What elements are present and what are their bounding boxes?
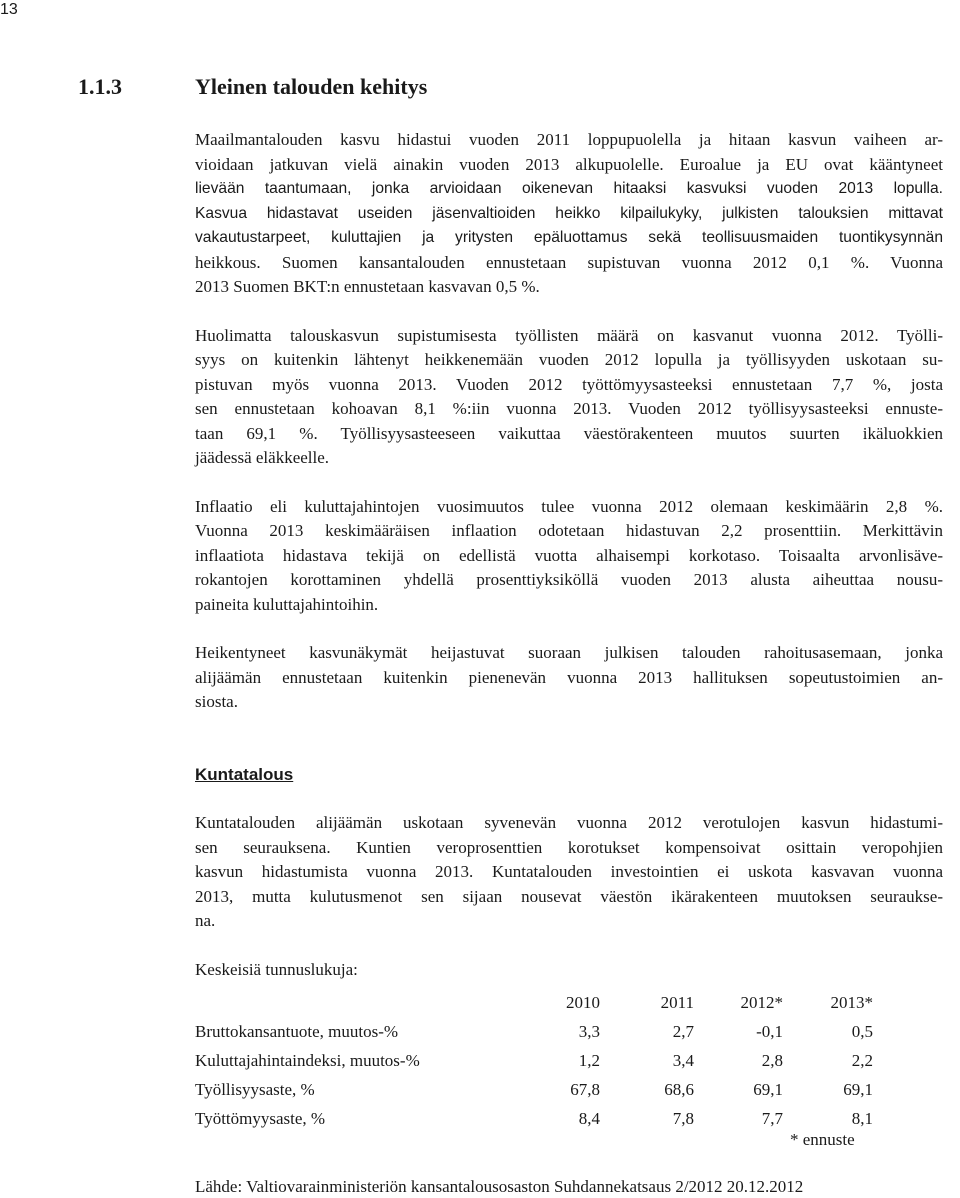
text-line: paineita kuluttajahintoihin. [195, 594, 379, 614]
text-line: vakautustarpeet, kuluttajien ja yritysten epäluottamus sekä teollisuusmaiden tuontikysynnän [195, 229, 943, 246]
table-cell: 3,4 [672, 1050, 694, 1070]
table-header-row [195, 988, 873, 1017]
text-line: rokantojen korottaminen yhdellä prosenttiyksiköllä vuoden 2013 alusta aiheuttaa nousu- [195, 570, 943, 589]
table-cell: 0,5 [851, 1021, 873, 1041]
table-cell: 2,7 [672, 1021, 694, 1041]
paragraph-employment [195, 324, 943, 471]
table-cell: 69,1 [753, 1079, 783, 1099]
paragraph-inflation [195, 495, 943, 618]
section-number: 1.1.3 [78, 74, 122, 99]
table-cell: 2,2 [851, 1050, 873, 1070]
text-line: Maailmantalouden kasvu hidastui vuoden 2011 loppupuolella ja hitaan kasvun vaiheen ar- [195, 130, 943, 149]
table-cell: Kuluttajahintaindeksi, muutos-% [195, 1050, 420, 1070]
table-cell: -0,1 [756, 1021, 783, 1041]
table-row [195, 1017, 873, 1046]
text-line: 2013, mutta kulutusmenot sen sijaan nousevat väestön ikärakenteen muutoksen seurauksе- [195, 886, 943, 906]
text-line: vioidaan jatkuvan vielä ainakin vuoden 2013 alkupuolelle. Euroalue ja EU ovat kääntyneet [195, 154, 943, 174]
paragraph-world-economy [195, 128, 943, 300]
text-line: taan 69,1 %. Työllisyysasteeseen vaikuttaa väestörakenteen muutos suurten ikäluokkien [195, 423, 943, 443]
table-footnote: * ennuste [790, 1130, 855, 1149]
table-header-cell: 2011 [660, 992, 694, 1012]
text-line: alijäämän ennustetaan kuitenkin pienenevän vuonna 2013 hallituksen sopeutustoimien an- [195, 667, 943, 687]
text-line: syys on kuitenkin lähtenyt heikkenemään vuoden 2012 lopulla ja työllisyyden uskotaan su- [195, 350, 943, 369]
table-cell: 69,1 [843, 1079, 873, 1099]
table-cell: 1,2 [578, 1050, 600, 1070]
text-line: pistuvan myös vuonna 2013. Vuoden 2012 työttömyysasteeksi ennustetaan 7,7 %, josta [195, 374, 943, 394]
key-figures-table [195, 988, 873, 1133]
text-line: Kuntatalouden alijäämän uskotaan syvenevän vuonna 2012 verotulojen kasvun hidastumi- [195, 813, 943, 832]
table-cell: 7,7 [761, 1108, 783, 1128]
main-content [195, 128, 943, 982]
table-row [195, 1046, 873, 1075]
text-line: Kasvua hidastavat useiden jäsenvaltioiden heikko kilpailukyky, julkisten talouksien mittavat [195, 204, 943, 222]
text-line: Huolimatta talouskasvun supistumisesta työllisten määrä on kasvanut vuonna 2012. Työlli- [195, 325, 943, 345]
text-line: jäädessä eläkkeelle. [195, 448, 330, 467]
table-cell: Työttömyysaste, % [195, 1108, 326, 1128]
paragraph-public-finance [195, 641, 943, 715]
text-line: sen ennustetaan kohoavan 8,1 %:iin vuonna 2013. Vuoden 2012 työllisyysasteeksi ennuste- [195, 399, 943, 418]
paragraph-kuntatalous [195, 811, 943, 934]
section-title: Yleinen talouden kehitys [195, 74, 428, 99]
table-cell: 68,6 [664, 1079, 694, 1099]
table-header-cell: 2013* [830, 992, 873, 1012]
text-line: Heikentyneet kasvunäkymät heijastuvat suoraan julkisen talouden rahoitusasemaan, jonka [195, 643, 943, 662]
source-citation: Lähde: Valtiovarainministeriön kansantalousosaston Suhdannekatsaus 2/2012 20.12.2012 [195, 1177, 804, 1196]
table-cell: 67,8 [570, 1079, 600, 1099]
table-header-cell: 2010 [566, 992, 600, 1012]
text-line: 2013 Suomen BKT:n ennustetaan kasvavan 0,5 %. [195, 277, 540, 296]
subheading-kuntatalous: Kuntatalous [195, 764, 294, 784]
page-number: 13 [0, 1, 18, 18]
text-line: Vuonna 2013 keskimääräisen inflaation odotetaan hidastuvan 2,2 prosenttiin. Merkittävin [195, 521, 943, 540]
table-cell: 8,4 [578, 1108, 600, 1128]
text-line: Inflaatio eli kuluttajahintojen vuosimuutos tulee vuonna 2012 olemaan keskimäärin 2,8 %. [195, 496, 943, 516]
table-header-cell [195, 988, 540, 1017]
table-row [195, 1075, 873, 1104]
table-cell: 2,8 [761, 1050, 783, 1070]
section-heading [78, 74, 427, 100]
table-row [195, 1104, 873, 1133]
text-line: heikkous. Suomen kansantalouden ennustetaan supistuvan vuonna 2012 0,1 %. Vuonna [195, 252, 943, 272]
text-line: sen seurauksena. Kuntien veroprosenttien korotukset kompensoivat osittain veropohjien [195, 837, 943, 857]
table-caption: Keskeisiä tunnuslukuja: [195, 959, 358, 979]
table-cell: 7,8 [672, 1108, 694, 1128]
table-header-cell: 2012* [740, 992, 783, 1012]
table-cell: Työllisyysaste, % [195, 1079, 315, 1099]
table-cell: Bruttokansantuote, muutos-% [195, 1021, 399, 1041]
table-cell: 3,3 [578, 1021, 600, 1041]
text-line: na. [195, 911, 216, 930]
text-line: lievään taantumaan, jonka arvioidaan oikenevan hitaaksi kasvuksi vuoden 2013 lopulla. [195, 180, 943, 197]
table-cell: 8,1 [851, 1108, 873, 1128]
text-line: inflaatiota hidastava tekijä on edellistä vuotta alhaisempi korkotaso. Toisaalta arvonlisäve- [195, 545, 943, 565]
text-line: kasvun hidastumista vuonna 2013. Kuntatalouden investointien ei uskota kasvavan vuonna [195, 862, 943, 881]
text-line: siosta. [195, 692, 238, 711]
